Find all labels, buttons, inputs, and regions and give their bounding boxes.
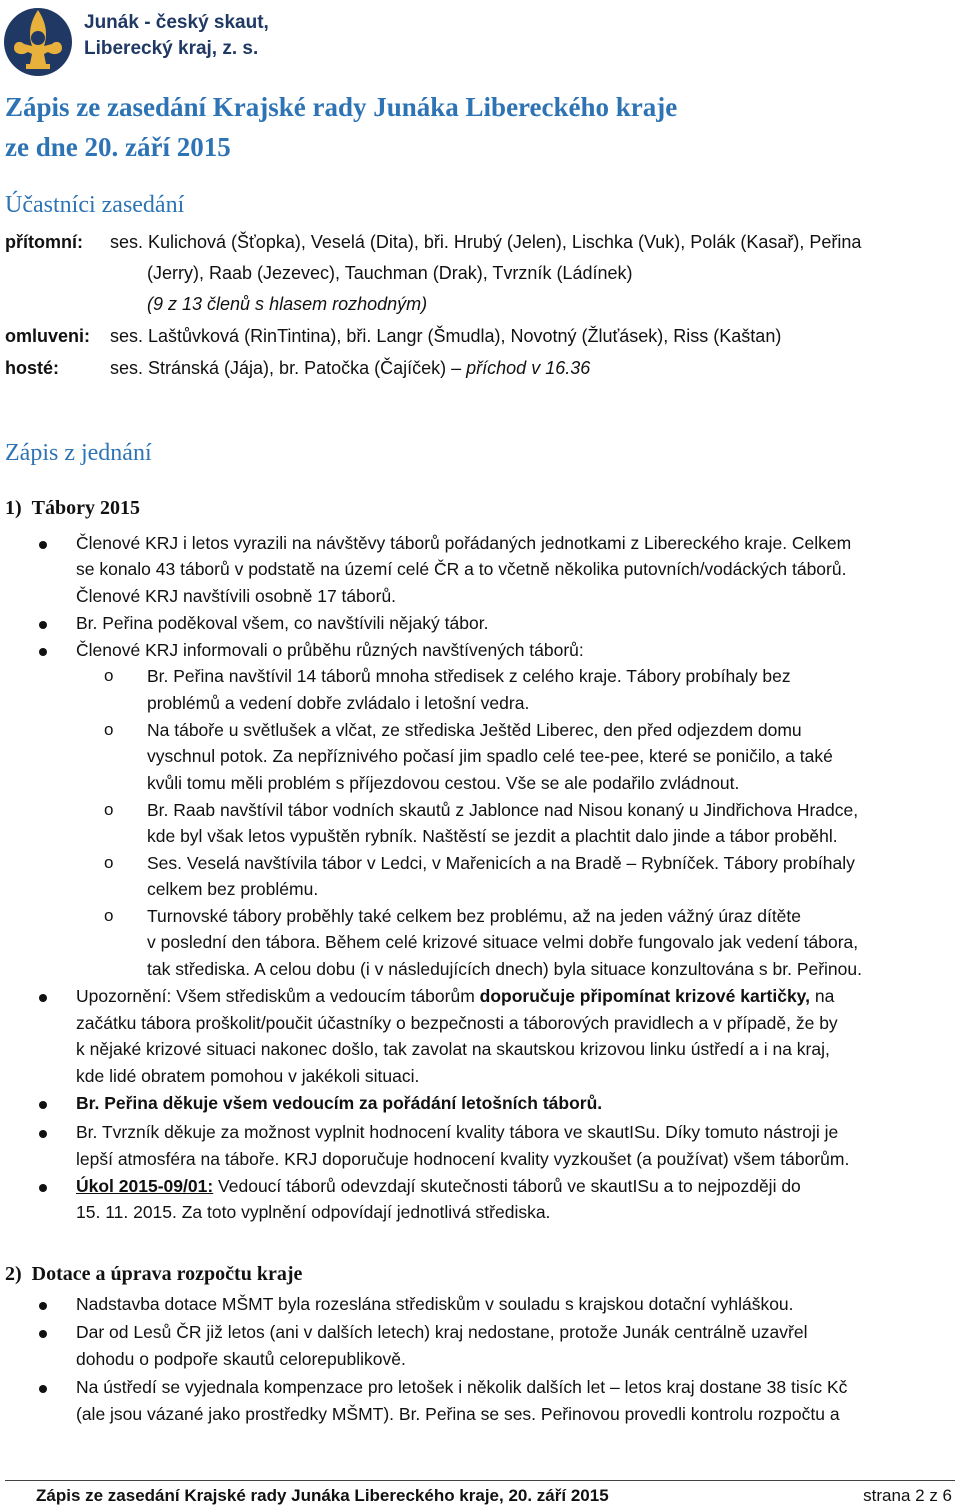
- s1-sub-2-line-1: Na táboře u světlušek a vlčat, ze střediska Ještěd Liberec, den před odjezdem domu: [147, 720, 802, 740]
- guests-arrival-note: příchod v 16.36: [466, 358, 591, 378]
- bullet-dot: [39, 541, 47, 549]
- footer-title: Zápis ze zasedání Krajské rady Junáka Libereckého kraje, 20. září 2015: [36, 1486, 609, 1505]
- present-line-1: ses. Kulichová (Šťopka), Veselá (Dita), bři. Hrubý (Jelen), Lischka (Vuk), Polák (Kasař), Peřina: [110, 232, 862, 252]
- s1-item-1-line-1: Členové KRJ i letos vyrazili na návštěvy táborů pořádaných jednotkami z Libereckého kraje. Celkem: [76, 533, 852, 553]
- s1-item-4-line-2: začátku tábora proškolit/poučit účastníky o bezpečnosti a táborových pravidlech a v případě, že by: [76, 1013, 838, 1033]
- s1-sub-5-line-2: v poslední den tábora. Během celé krizové situace velmi dobře fungovalo jak vedení tábora,: [147, 932, 859, 952]
- excused-label: omluveni:: [5, 326, 91, 346]
- guests-row: [110, 358, 590, 379]
- org-line-2: Liberecký kraj, z. s.: [84, 38, 259, 59]
- crisis-cards-emphasis: doporučuje připomínat krizové kartičky,: [479, 986, 810, 1006]
- section-2-heading: [5, 1263, 302, 1286]
- s1-sub-3-line-1: Br. Raab navštívil tábor vodních skautů z Jablonce nad Nisou konaný u Jindřichova Hradce,: [147, 800, 859, 820]
- warning-text-tail: na: [809, 986, 835, 1006]
- section-1-heading: [5, 497, 140, 520]
- s2-item-1: Nadstavba dotace MŠMT byla rozeslána střediskům v souladu s krajskou dotační vyhláškou.: [76, 1294, 794, 1314]
- bullet-dot: [39, 994, 47, 1002]
- s1-sub-3-line-2: kde byl však letos vypuštěn rybník. Naštěstí se jezdit a plachtit dalo jinde a tábor proběhl.: [147, 826, 838, 846]
- s1-item-4-line-4: kde lidé obratem pomohou v jakékoli situaci.: [76, 1066, 420, 1086]
- task-label: Úkol 2015-09/01:: [76, 1176, 214, 1196]
- s2-item-2-line-1: Dar od Lesů ČR již letos (ani v dalších letech) kraj nedostane, protože Junák centrálně uzavřel: [76, 1322, 808, 1342]
- s1-item-3: Členové KRJ informovali o průběhu různých navštívených táborů:: [76, 640, 584, 660]
- page-number: strana 2 z 6: [863, 1486, 952, 1505]
- bullet-dot: [39, 1385, 47, 1393]
- sub-bullet-circle: o: [104, 800, 114, 819]
- document-title-line-1: Zápis ze zasedání Krajské rady Junáka Libereckého kraje: [5, 92, 678, 122]
- s1-item-2: Br. Peřina poděkoval všem, co navštívili nějaký tábor.: [76, 613, 489, 633]
- present-line-2: (Jerry), Raab (Jezevec), Tauchman (Drak), Tvrzník (Ládínek): [147, 263, 633, 283]
- s1-item-7-line-1: [76, 1176, 801, 1197]
- section-1-number: 1): [5, 497, 22, 519]
- s1-sub-5-line-1: Turnovské tábory proběhly také celkem bez problému, až na jeden vážný úraz dítěte: [147, 906, 802, 926]
- s1-item-7-line-2: 15. 11. 2015. Za toto vyplnění odpovídají jednotlivá střediska.: [76, 1202, 551, 1222]
- bullet-dot: [39, 1184, 47, 1192]
- bullet-dot: [39, 621, 47, 629]
- sub-bullet-circle: o: [104, 906, 114, 925]
- s2-item-3-line-1: Na ústředí se vyjednala kompenzace pro letošek i několik dalších let – letos kraj dostane 38 tisíc Kč: [76, 1377, 848, 1397]
- sub-bullet-circle: o: [104, 720, 114, 739]
- bullet-dot: [39, 1302, 47, 1310]
- document-title-line-2: ze dne 20. září 2015: [5, 132, 231, 162]
- present-label: přítomní:: [5, 232, 83, 252]
- s1-sub-2-line-2: vyschnul potok. Za nepříznivého počasí jim spadlo celé tee-pee, které se poničilo, a také: [147, 746, 833, 766]
- s1-sub-1-line-2: problémů a vedení dobře zvládalo i letošní vedra.: [147, 693, 530, 713]
- attendance-heading: Účastníci zasedání: [5, 192, 185, 218]
- present-count: (9 z 13 členů s hlasem rozhodným): [147, 294, 428, 314]
- bullet-dot: [39, 1130, 47, 1138]
- guests-text: ses. Stránská (Jája), br. Patočka (Čajíček): [110, 358, 447, 378]
- warning-text: Upozornění: Všem střediskům a vedoucím táborům: [76, 986, 480, 1006]
- bullet-dot: [39, 1101, 47, 1109]
- s1-item-5: Br. Peřina děkuje všem vedoucím za pořádání letošních táborů.: [76, 1093, 603, 1113]
- s1-sub-4-line-2: celkem bez problému.: [147, 879, 319, 899]
- s1-item-4-line-1: [76, 986, 834, 1007]
- s1-sub-2-line-3: kvůli tomu měli problém s příjezdovou cestou. Vše se ale podařilo zvládnout.: [147, 773, 740, 793]
- guests-label: hosté:: [5, 358, 59, 378]
- section-2-title: Dotace a úprava rozpočtu kraje: [31, 1263, 303, 1285]
- sub-bullet-circle: o: [104, 853, 114, 872]
- junak-lily-logo: [2, 4, 74, 80]
- section-1-title: Tábory 2015: [31, 497, 141, 519]
- s1-item-1-line-3: Členové KRJ navštívili osobně 17 táborů.: [76, 586, 397, 606]
- s1-sub-4-line-1: Ses. Veselá navštívila tábor v Ledci, v Mařenicích a na Bradě – Rybníček. Tábory probíhaly: [147, 853, 855, 873]
- footer-divider: [5, 1480, 955, 1481]
- task-text: Vedoucí táborů odevzdají skutečnosti táborů ve skautISu a to nejpozději do: [213, 1176, 801, 1196]
- excused-text: ses. Laštůvková (RinTintina), bři. Langr (Šmudla), Novotný (Žluťásek), Riss (Kaštan): [110, 326, 782, 346]
- organization-name: [84, 10, 269, 62]
- org-line-1: Junák - český skaut,: [84, 12, 269, 33]
- s1-item-6-line-2: lepší atmosféra na táboře. KRJ doporučuje hodnocení kvality vyzkoušet (a používat) všem táborům.: [76, 1149, 850, 1169]
- s1-sub-1-line-1: Br. Peřina navštívil 14 táborů mnoha středisek z celého kraje. Tábory probíhaly bez: [147, 666, 791, 686]
- s1-sub-5-line-3: tak střediska. A celou dobu (i v následujících dnech) byla situace konzultována s br. Peřinou.: [147, 959, 862, 979]
- s1-item-6-line-1: Br. Tvrzník děkuje za možnost vyplnit hodnocení kvality tábora ve skautISu. Díky tomuto nástroji je: [76, 1122, 839, 1142]
- sub-bullet-circle: o: [104, 666, 114, 685]
- s2-item-2-line-2: dohodu o podpoře skautů celorepublikově.: [76, 1349, 406, 1369]
- bullet-dot: [39, 648, 47, 656]
- bullet-dot: [39, 1330, 47, 1338]
- s1-item-4-line-3: k nějaké krizové situaci nakonec došlo, tak zavolat na skautskou krizovou linku ústředí a i na kraj,: [76, 1039, 830, 1059]
- section-2-number: 2): [5, 1263, 22, 1285]
- s1-item-1-line-2: se konalo 43 táborů v podstatě na území celé ČR a to včetně několika putovních/vodáckých táborů.: [76, 559, 847, 579]
- guests-dash: –: [451, 358, 467, 378]
- minutes-heading: Zápis z jednání: [5, 440, 152, 466]
- s2-item-3-line-2: (ale jsou vázané jako prostředky MŠMT). Br. Peřina se ses. Peřinovou provedli kontrolu rozpočtu a: [76, 1404, 840, 1424]
